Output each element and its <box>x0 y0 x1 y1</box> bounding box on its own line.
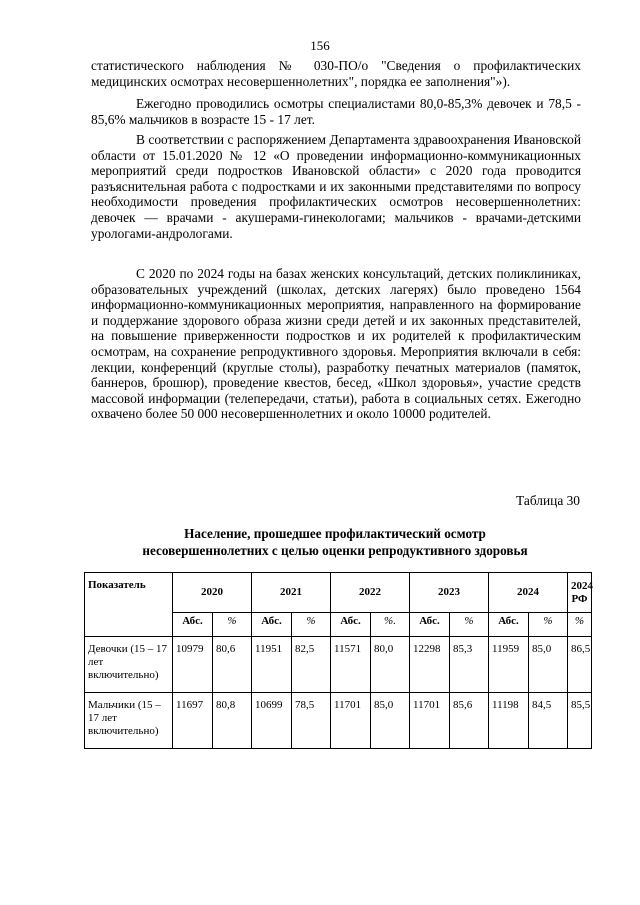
table-title-line-2: несовершеннолетних с целью оценки репродуктивного здоровья <box>142 543 528 558</box>
table-header-row <box>85 573 592 613</box>
cell-boys-2024-abs: 11198 <box>489 693 529 749</box>
paragraph-4-text: С 2020 по 2024 годы на базах женских консультаций, детских поликлиниках, образовательных учреждений (школах, детских лагерях) было проведено 1564 информационно-коммуникационных мероприятия, направленного на формирование и поддержание здорового образа жизни среди детей и их законных представителей, на повышение приверженности подростков и их родителей к профилактическим осмотрам, на сохранение репродуктивного здоровья. Мероприятия включали в себя: лекции, конференций (круглые столы), разработку печатных материалов (памяток, баннеров, брошюр), проведение квестов, бесед, «Школ здоровья», участие средств массовой информации (телепередачи, статьи), работа в социальных сетях. Ежегодно охвачено более 50 000 несовершеннолетних и около 10000 родителей. <box>91 266 581 422</box>
subheader-pct: % <box>292 613 331 637</box>
cell-boys-2022-pct: 85,0 <box>371 693 410 749</box>
cell-girls-2021-abs: 11951 <box>252 637 292 693</box>
paragraph-2 <box>91 96 581 127</box>
header-year-2020: 2020 <box>173 573 252 613</box>
header-year-2022: 2022 <box>331 573 410 613</box>
subheader-abs: Абс. <box>331 613 371 637</box>
cell-boys-2023-abs: 11701 <box>410 693 450 749</box>
paragraph-1-text: статистического наблюдения № 030-ПО/о "Сведения о профилактических медицинских осмотрах несовершеннолетних", порядка ее заполнения"»). <box>91 58 581 89</box>
header-year-2023: 2023 <box>410 573 489 613</box>
cell-boys-2024-pct: 84,5 <box>529 693 568 749</box>
table-row-boys <box>85 693 592 749</box>
table-label: Таблица 30 <box>516 493 580 508</box>
header-indicator: Показатель <box>85 573 173 637</box>
row-label-girls: Девочки (15 – 17 лет включительно) <box>85 637 173 693</box>
cell-girls-2024-pct: 85,0 <box>529 637 568 693</box>
cell-girls-2020-abs: 10979 <box>173 637 213 693</box>
cell-boys-2021-abs: 10699 <box>252 693 292 749</box>
subheader-abs: Абс. <box>410 613 450 637</box>
paragraph-2-text: Ежегодно проводились осмотры специалистами 80,0-85,3% девочек и 78,5 - 85,6% мальчиков в возрасте 15 - 17 лет. <box>91 96 581 127</box>
paragraph-4 <box>91 266 581 422</box>
cell-boys-2023-pct: 85,6 <box>450 693 489 749</box>
cell-boys-rf-pct: 85,5 <box>568 693 592 749</box>
row-label-boys: Мальчики (15 – 17 лет включительно) <box>85 693 173 749</box>
cell-boys-2021-pct: 78,5 <box>292 693 331 749</box>
subheader-pct: %. <box>371 613 410 637</box>
cell-boys-2020-abs: 11697 <box>173 693 213 749</box>
cell-girls-2023-abs: 12298 <box>410 637 450 693</box>
subheader-abs: Абс. <box>489 613 529 637</box>
table-title <box>80 525 590 559</box>
subheader-pct: % <box>213 613 252 637</box>
paragraph-3 <box>91 132 581 241</box>
cell-boys-2020-pct: 80,8 <box>213 693 252 749</box>
cell-girls-rf-pct: 86,5 <box>568 637 592 693</box>
subheader-rf-pct: % <box>568 613 592 637</box>
cell-girls-2021-pct: 82,5 <box>292 637 331 693</box>
subheader-pct: % <box>529 613 568 637</box>
cell-girls-2022-pct: 80,0 <box>371 637 410 693</box>
subheader-abs: Абс. <box>252 613 292 637</box>
cell-girls-2020-pct: 80,6 <box>213 637 252 693</box>
paragraph-3-text: В соответствии с распоряжением Департамента здравоохранения Ивановской области от 15.01.2020 № 12 «О проведении информационно-коммуникационных мероприятий среди подростков Ивановской области» с 2020 года проводится разъяснительная работа с подростками и их законными представителями по вопросу необходимости проведения профилактических осмотров несовершеннолетних: девочек — врачами - акушерами-гинекологами; мальчиков - врачами-детскими урологами-андрологами. <box>91 132 581 241</box>
table-title-line-1: Население, прошедшее профилактический осмотр <box>184 526 486 541</box>
header-rf-2024: 2024 РФ <box>568 573 592 613</box>
table-row-girls <box>85 637 592 693</box>
cell-girls-2023-pct: 85,3 <box>450 637 489 693</box>
cell-girls-2022-abs: 11571 <box>331 637 371 693</box>
reproductive-health-table <box>84 572 592 749</box>
subheader-pct: % <box>450 613 489 637</box>
cell-boys-2022-abs: 11701 <box>331 693 371 749</box>
cell-girls-2024-abs: 11959 <box>489 637 529 693</box>
header-year-2024: 2024 <box>489 573 568 613</box>
paragraph-1 <box>91 58 581 89</box>
page-number: 156 <box>310 38 330 53</box>
header-year-2021: 2021 <box>252 573 331 613</box>
subheader-abs: Абс. <box>173 613 213 637</box>
